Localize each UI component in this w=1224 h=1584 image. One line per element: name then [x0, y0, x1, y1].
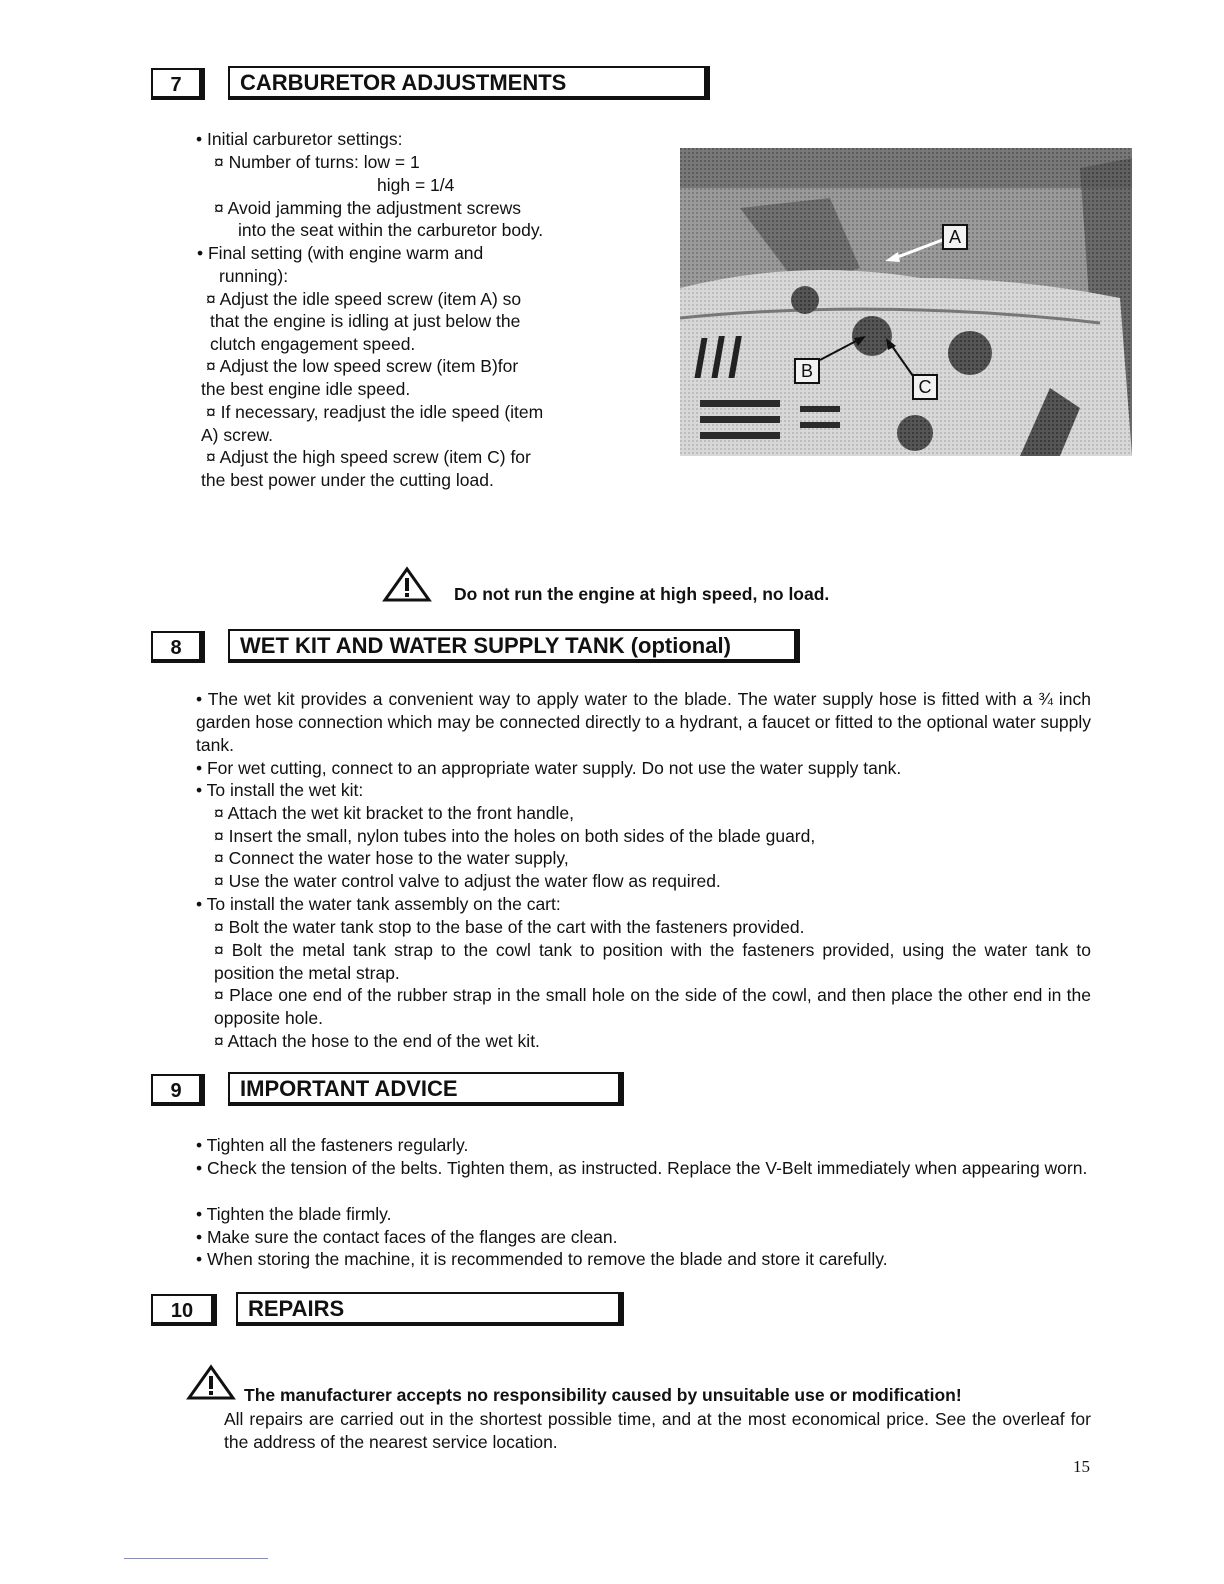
callout-b: B	[794, 358, 820, 384]
list-item: ¤ Avoid jamming the adjustment screws	[214, 198, 522, 218]
engine-carburetor-photo	[680, 148, 1132, 456]
page-number: 15	[1073, 1457, 1090, 1476]
callout-a: A	[942, 224, 968, 250]
list-item: • Make sure the contact faces of the flanges are clean.	[196, 1227, 618, 1247]
list-item: ¤ Bolt the water tank stop to the base of the cart with the fasteners provided.	[214, 917, 805, 937]
callout-c: C	[912, 374, 938, 400]
section-9-number: 9	[151, 1074, 205, 1106]
list-item: clutch engagement speed.	[210, 334, 416, 354]
list-item: that the engine is idling at just below the	[210, 311, 521, 331]
list-item: ¤ If necessary, readjust the idle speed (item	[206, 402, 544, 422]
list-item: ¤ Use the water control valve to adjust the water flow as required.	[214, 871, 721, 891]
list-item: the best engine idle speed.	[201, 379, 411, 399]
list-item: A) screw.	[201, 425, 273, 445]
warning-icon	[186, 1364, 236, 1402]
list-item: ¤ Attach the hose to the end of the wet kit.	[214, 1031, 540, 1051]
list-item: • Tighten the blade firmly.	[196, 1204, 392, 1224]
list-item: ¤ Adjust the idle speed screw (item A) so	[206, 289, 522, 309]
paragraph: • The wet kit provides a convenient way to apply water to the blade. The water supply hose is fitted with a ¾ inch garden hose connection which may be connected directly to a hydrant, a faucet or fitted to the optional water supply tank.	[196, 689, 1091, 755]
section-8-title: WET KIT AND WATER SUPPLY TANK (optional)	[228, 629, 800, 663]
list-item: into the seat within the carburetor body.	[238, 220, 544, 240]
list-item: • When storing the machine, it is recommended to remove the blade and store it carefully.	[196, 1249, 888, 1269]
section-7-title: CARBURETOR ADJUSTMENTS	[228, 66, 710, 100]
list-item: • Final setting (with engine warm and	[197, 243, 484, 263]
list-item: ¤ Bolt the metal tank strap to the cowl tank to position with the fasteners provided, using the water tank to position the metal strap.	[214, 940, 1091, 983]
warning-icon	[382, 566, 432, 604]
list-item: • To install the wet kit:	[196, 780, 364, 800]
list-item: • For wet cutting, connect to an appropriate water supply. Do not use the water supply tank.	[196, 758, 902, 778]
list-item: • To install the water tank assembly on the cart:	[196, 894, 561, 914]
section-10-number: 10	[151, 1294, 217, 1326]
list-item: ¤ Attach the wet kit bracket to the front handle,	[214, 803, 574, 823]
list-item: the best power under the cutting load.	[201, 470, 494, 490]
list-item: ¤ Connect the water hose to the water supply,	[214, 848, 569, 868]
list-item: high = 1/4	[377, 175, 455, 195]
list-item: • Initial carburetor settings:	[196, 129, 403, 149]
section-9-title: IMPORTANT ADVICE	[228, 1072, 624, 1106]
list-item: ¤ Adjust the high speed screw (item C) for	[206, 447, 531, 467]
section-10-title: REPAIRS	[236, 1292, 624, 1326]
section-8-number: 8	[151, 631, 205, 663]
warning-text: The manufacturer accepts no responsibility caused by unsuitable use or modification!	[244, 1385, 962, 1405]
list-item: • Check the tension of the belts. Tighten them, as instructed. Replace the V-Belt immediately when appearing worn.	[196, 1158, 1088, 1178]
engine-illustration	[680, 148, 1132, 456]
list-item: ¤ Adjust the low speed screw (item B)for	[206, 356, 519, 376]
section-7-number: 7	[151, 68, 205, 100]
list-item: ¤ Place one end of the rubber strap in the small hole on the side of the cowl, and then place the other end in the opposite hole.	[214, 985, 1091, 1028]
list-item: ¤ Number of turns: low = 1	[214, 152, 420, 172]
footer-rule	[124, 1558, 268, 1559]
list-item: ¤ Insert the small, nylon tubes into the holes on both sides of the blade guard,	[214, 826, 816, 846]
paragraph: All repairs are carried out in the shortest possible time, and at the most economical price. See the overleaf for the address of the nearest service location.	[224, 1409, 1091, 1452]
list-item: running):	[219, 266, 289, 286]
list-item: • Tighten all the fasteners regularly.	[196, 1135, 469, 1155]
warning-text: Do not run the engine at high speed, no load.	[454, 584, 830, 604]
